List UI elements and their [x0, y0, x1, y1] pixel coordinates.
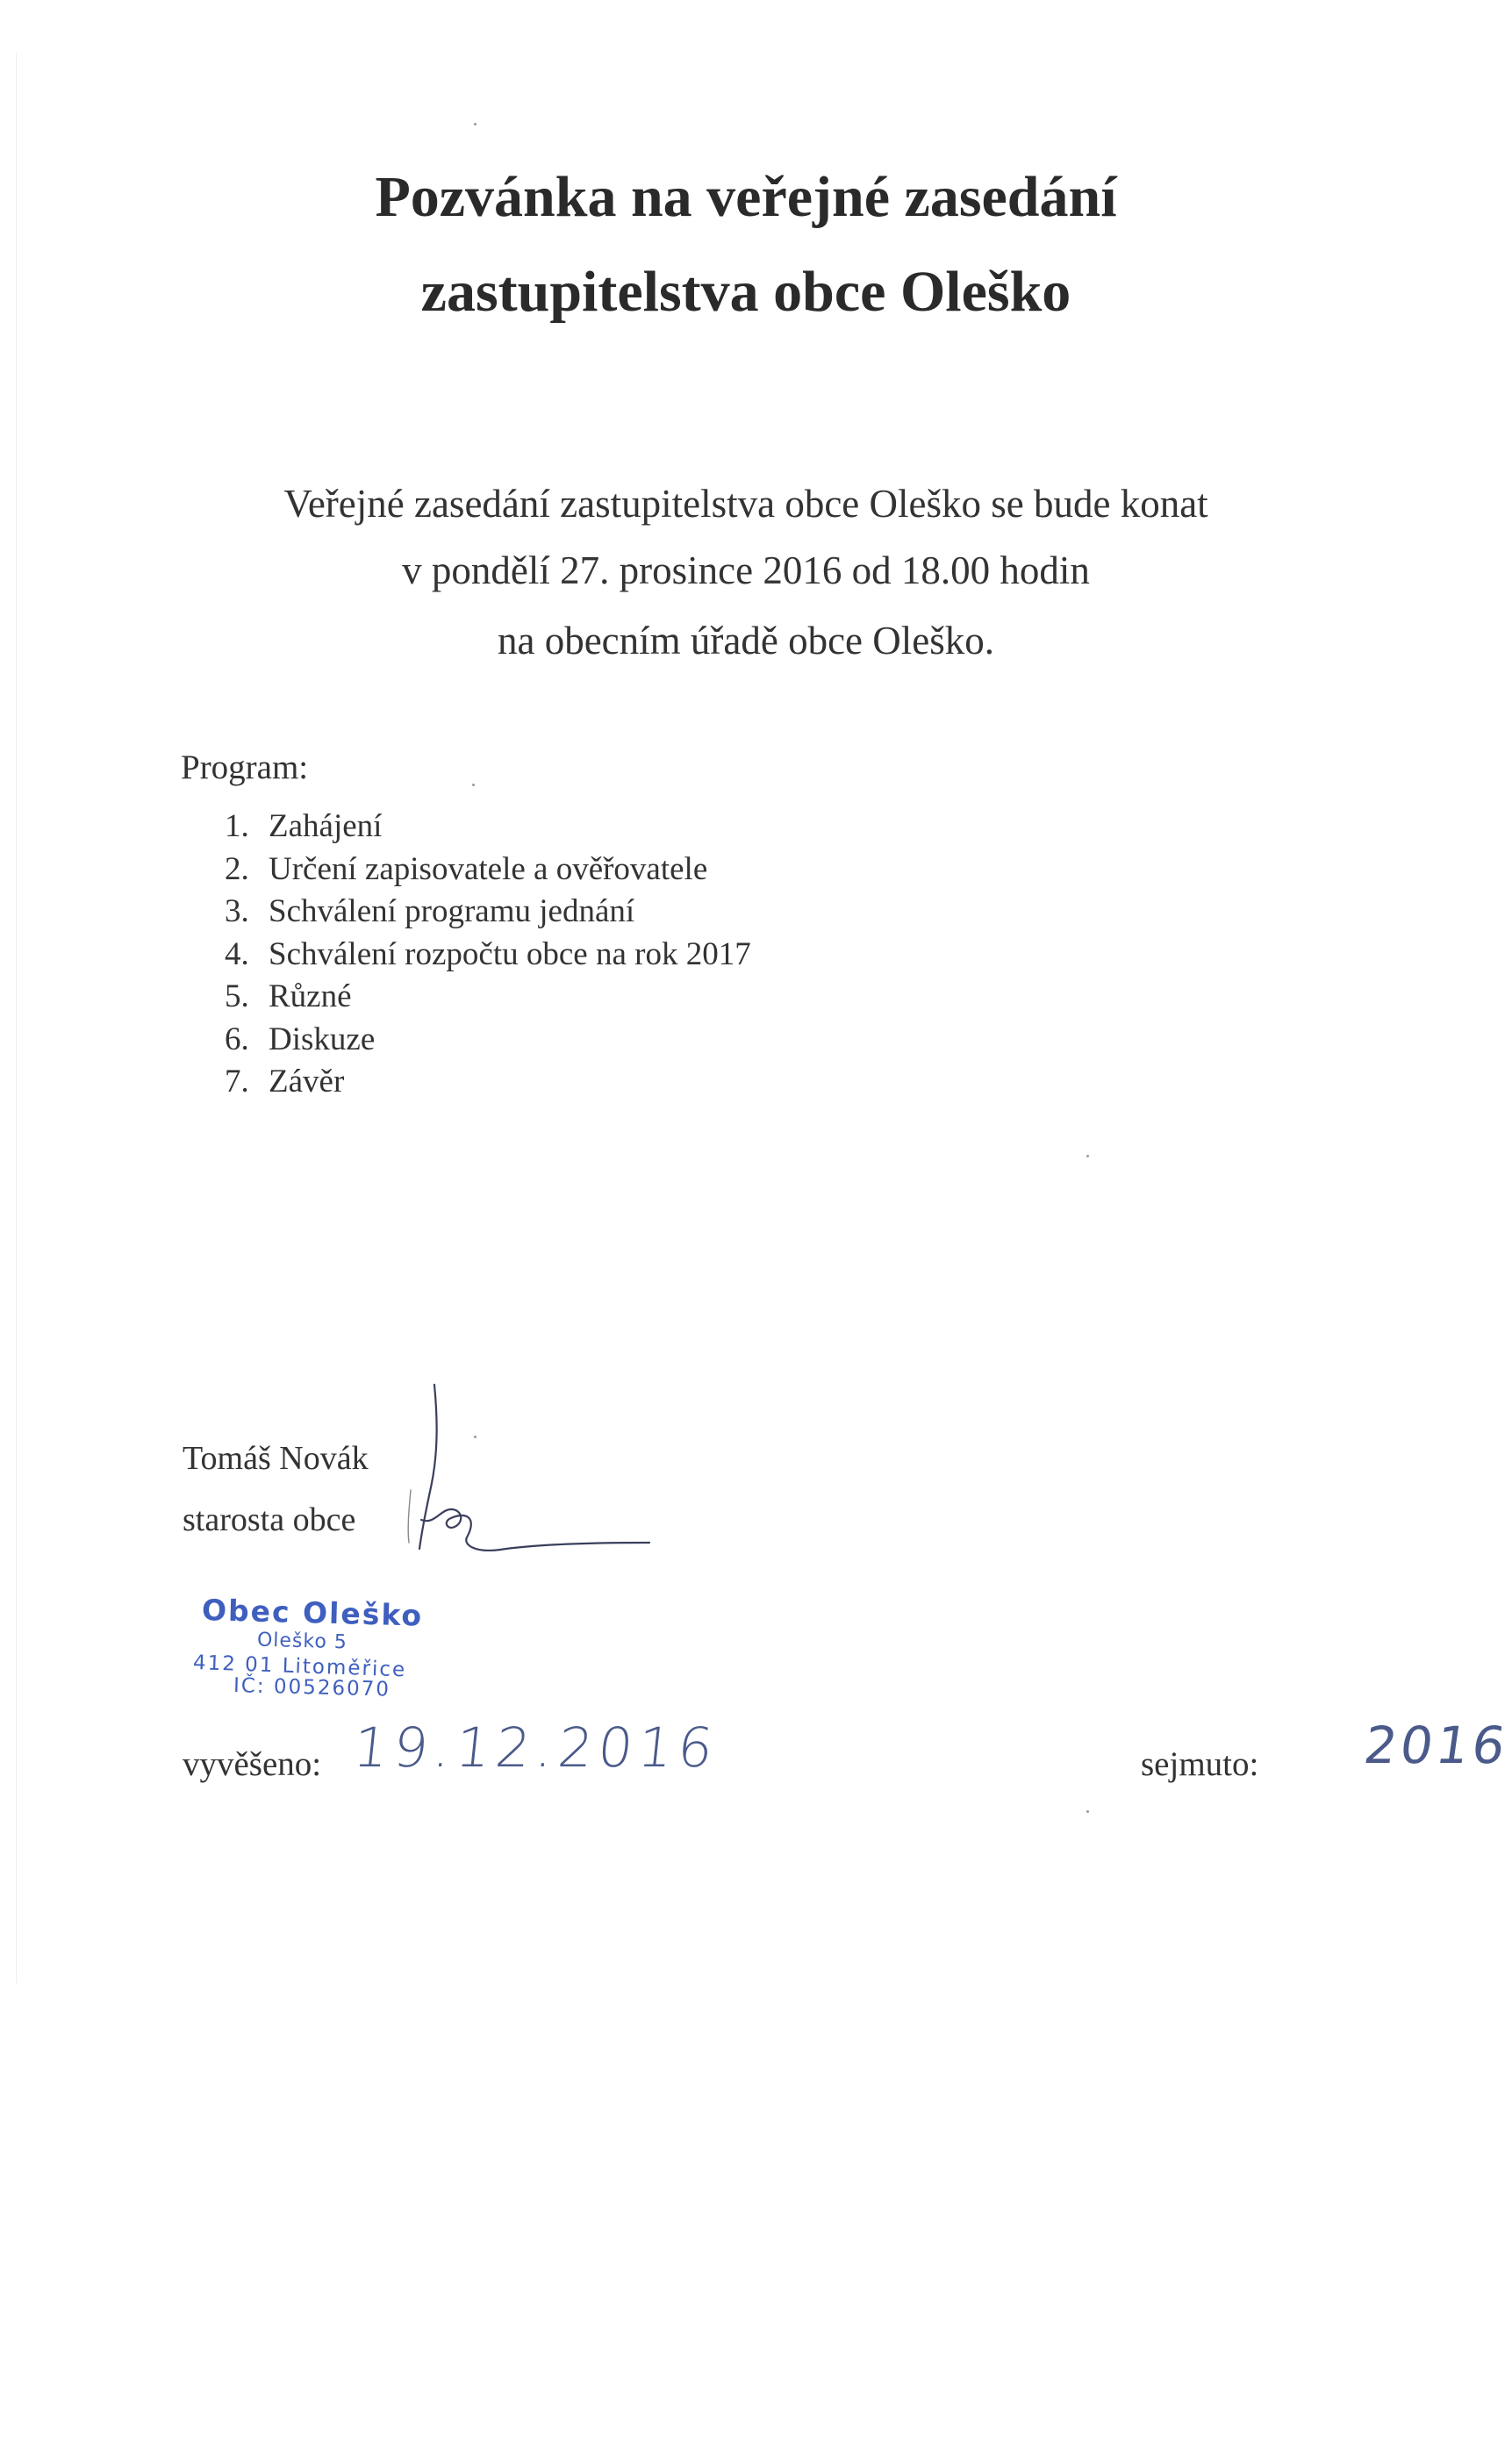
- posted-date-handwritten: 19.12.2016: [350, 1716, 721, 1780]
- signer-role: starosta obce: [183, 1501, 356, 1538]
- scan-speck: [474, 123, 477, 125]
- municipal-stamp: [183, 1593, 463, 1701]
- signer-name: Tomáš Novák: [183, 1440, 369, 1477]
- program-item-number: 6.: [225, 1021, 249, 1057]
- stamp-name: Obec Oleško: [201, 1593, 424, 1633]
- program-item-number: 1.: [225, 808, 249, 844]
- scan-speck: [1086, 1155, 1089, 1157]
- program-item-number: 7.: [225, 1064, 249, 1100]
- program-item: [225, 849, 751, 892]
- intro-line1: Veřejné zasedání zastupitelstva obce Oleško se bude konat: [283, 482, 1208, 526]
- program-list: [225, 806, 751, 1104]
- document-title-line1: Pozvánka na veřejné zasedání: [375, 165, 1117, 229]
- scan-speck: [472, 784, 475, 786]
- program-item-text: Zahájení: [269, 808, 383, 844]
- program-label: Program:: [181, 749, 309, 786]
- intro-line3: na obecním úřadě obce Oleško.: [497, 619, 995, 663]
- stamp-ic: IČ: 00526070: [233, 1674, 391, 1701]
- program-item: [225, 891, 751, 934]
- scan-speck: [1086, 1810, 1089, 1813]
- program-item: [225, 1061, 751, 1104]
- program-item-text: Určení zapisovatele a ověřovatele: [269, 850, 708, 887]
- removed-label: sejmuto:: [1141, 1745, 1259, 1783]
- handwritten-signature: [386, 1378, 667, 1580]
- intro-line2: v pondělí 27. prosince 2016 od 18.00 hodin: [402, 548, 1090, 592]
- program-item-number: 2.: [225, 850, 249, 887]
- program-item-number: 5.: [225, 978, 249, 1014]
- scan-edge: [16, 53, 17, 1983]
- stamp-city: 412 01 Litoměřice: [192, 1651, 407, 1682]
- program-item-text: Závěr: [269, 1064, 345, 1100]
- removed-date-handwritten: 2016: [1360, 1716, 1512, 1775]
- program-item: [225, 806, 751, 849]
- program-item-number: 3.: [225, 893, 249, 929]
- posted-label: vyvěšeno:: [183, 1745, 322, 1783]
- program-item: [225, 976, 751, 1019]
- program-item-number: 4.: [225, 935, 249, 972]
- document-title-line2: zastupitelstva obce Oleško: [420, 260, 1071, 324]
- program-item: [225, 1019, 751, 1062]
- program-item-text: Schválení rozpočtu obce na rok 2017: [269, 935, 751, 972]
- program-item-text: Různé: [269, 978, 352, 1014]
- program-item: [225, 934, 751, 977]
- program-item-text: Schválení programu jednání: [269, 893, 635, 929]
- program-item-text: Diskuze: [269, 1021, 376, 1057]
- stamp-address: Oleško 5: [256, 1629, 348, 1654]
